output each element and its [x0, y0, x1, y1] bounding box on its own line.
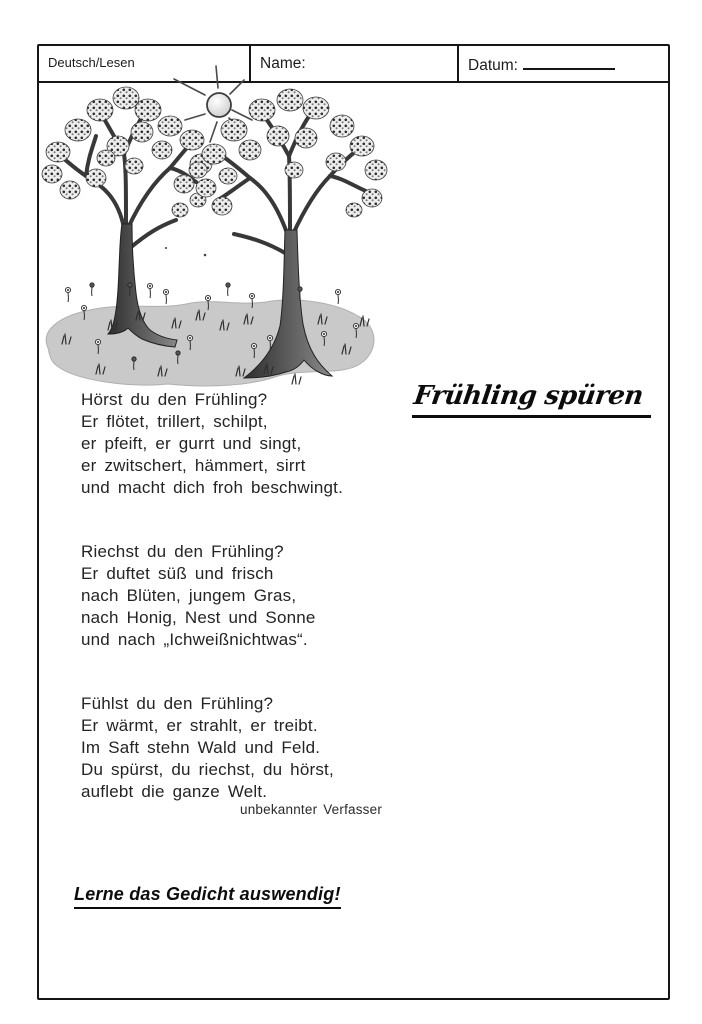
- poem-line: Riechst du den Frühling?: [81, 542, 284, 561]
- poem-line: Fühlst du den Frühling?: [81, 694, 274, 713]
- poem: [81, 389, 343, 845]
- poem-line: auflebt die ganze Welt.: [81, 782, 268, 801]
- poem-stanza-1: [81, 389, 343, 499]
- poem-stanza-2: [81, 541, 343, 651]
- subject-label: Deutsch/Lesen: [39, 46, 251, 81]
- date-blank-line: [523, 55, 615, 70]
- poem-line: und nach „Ichweißnichtwas“.: [81, 630, 308, 649]
- task-instruction: Lerne das Gedicht auswendig!: [74, 884, 341, 909]
- poem-stanza-3: [81, 693, 343, 803]
- poem-line: und macht dich froh beschwingt.: [81, 478, 344, 497]
- poem-line: Er wärmt, er strahlt, er treibt.: [81, 716, 318, 735]
- poem-line: Er flötet, trillert, schilpt,: [81, 412, 268, 431]
- poem-line: Er duftet süß und frisch: [81, 564, 274, 583]
- poem-line: Hörst du den Frühling?: [81, 390, 268, 409]
- name-label: Name:: [251, 46, 459, 81]
- poem-line: Du spürst, du riechst, du hörst,: [81, 760, 334, 779]
- date-label: Datum:: [468, 57, 518, 74]
- poem-attribution: unbekannter Verfasser: [240, 802, 383, 817]
- poem-line: nach Honig, Nest und Sonne: [81, 608, 316, 627]
- date-field: [459, 46, 668, 81]
- poem-line: er zwitschert, hämmert, sirrt: [81, 456, 306, 475]
- spring-meadow-illustration: [38, 58, 390, 398]
- poem-line: Im Saft stehn Wald und Feld.: [81, 738, 321, 757]
- page-title-text: Frühling spüren: [411, 381, 645, 411]
- page-title: [412, 381, 651, 418]
- poem-line: er pfeift, er gurrt und singt,: [81, 434, 302, 453]
- poem-line: nach Blüten, jungem Gras,: [81, 586, 297, 605]
